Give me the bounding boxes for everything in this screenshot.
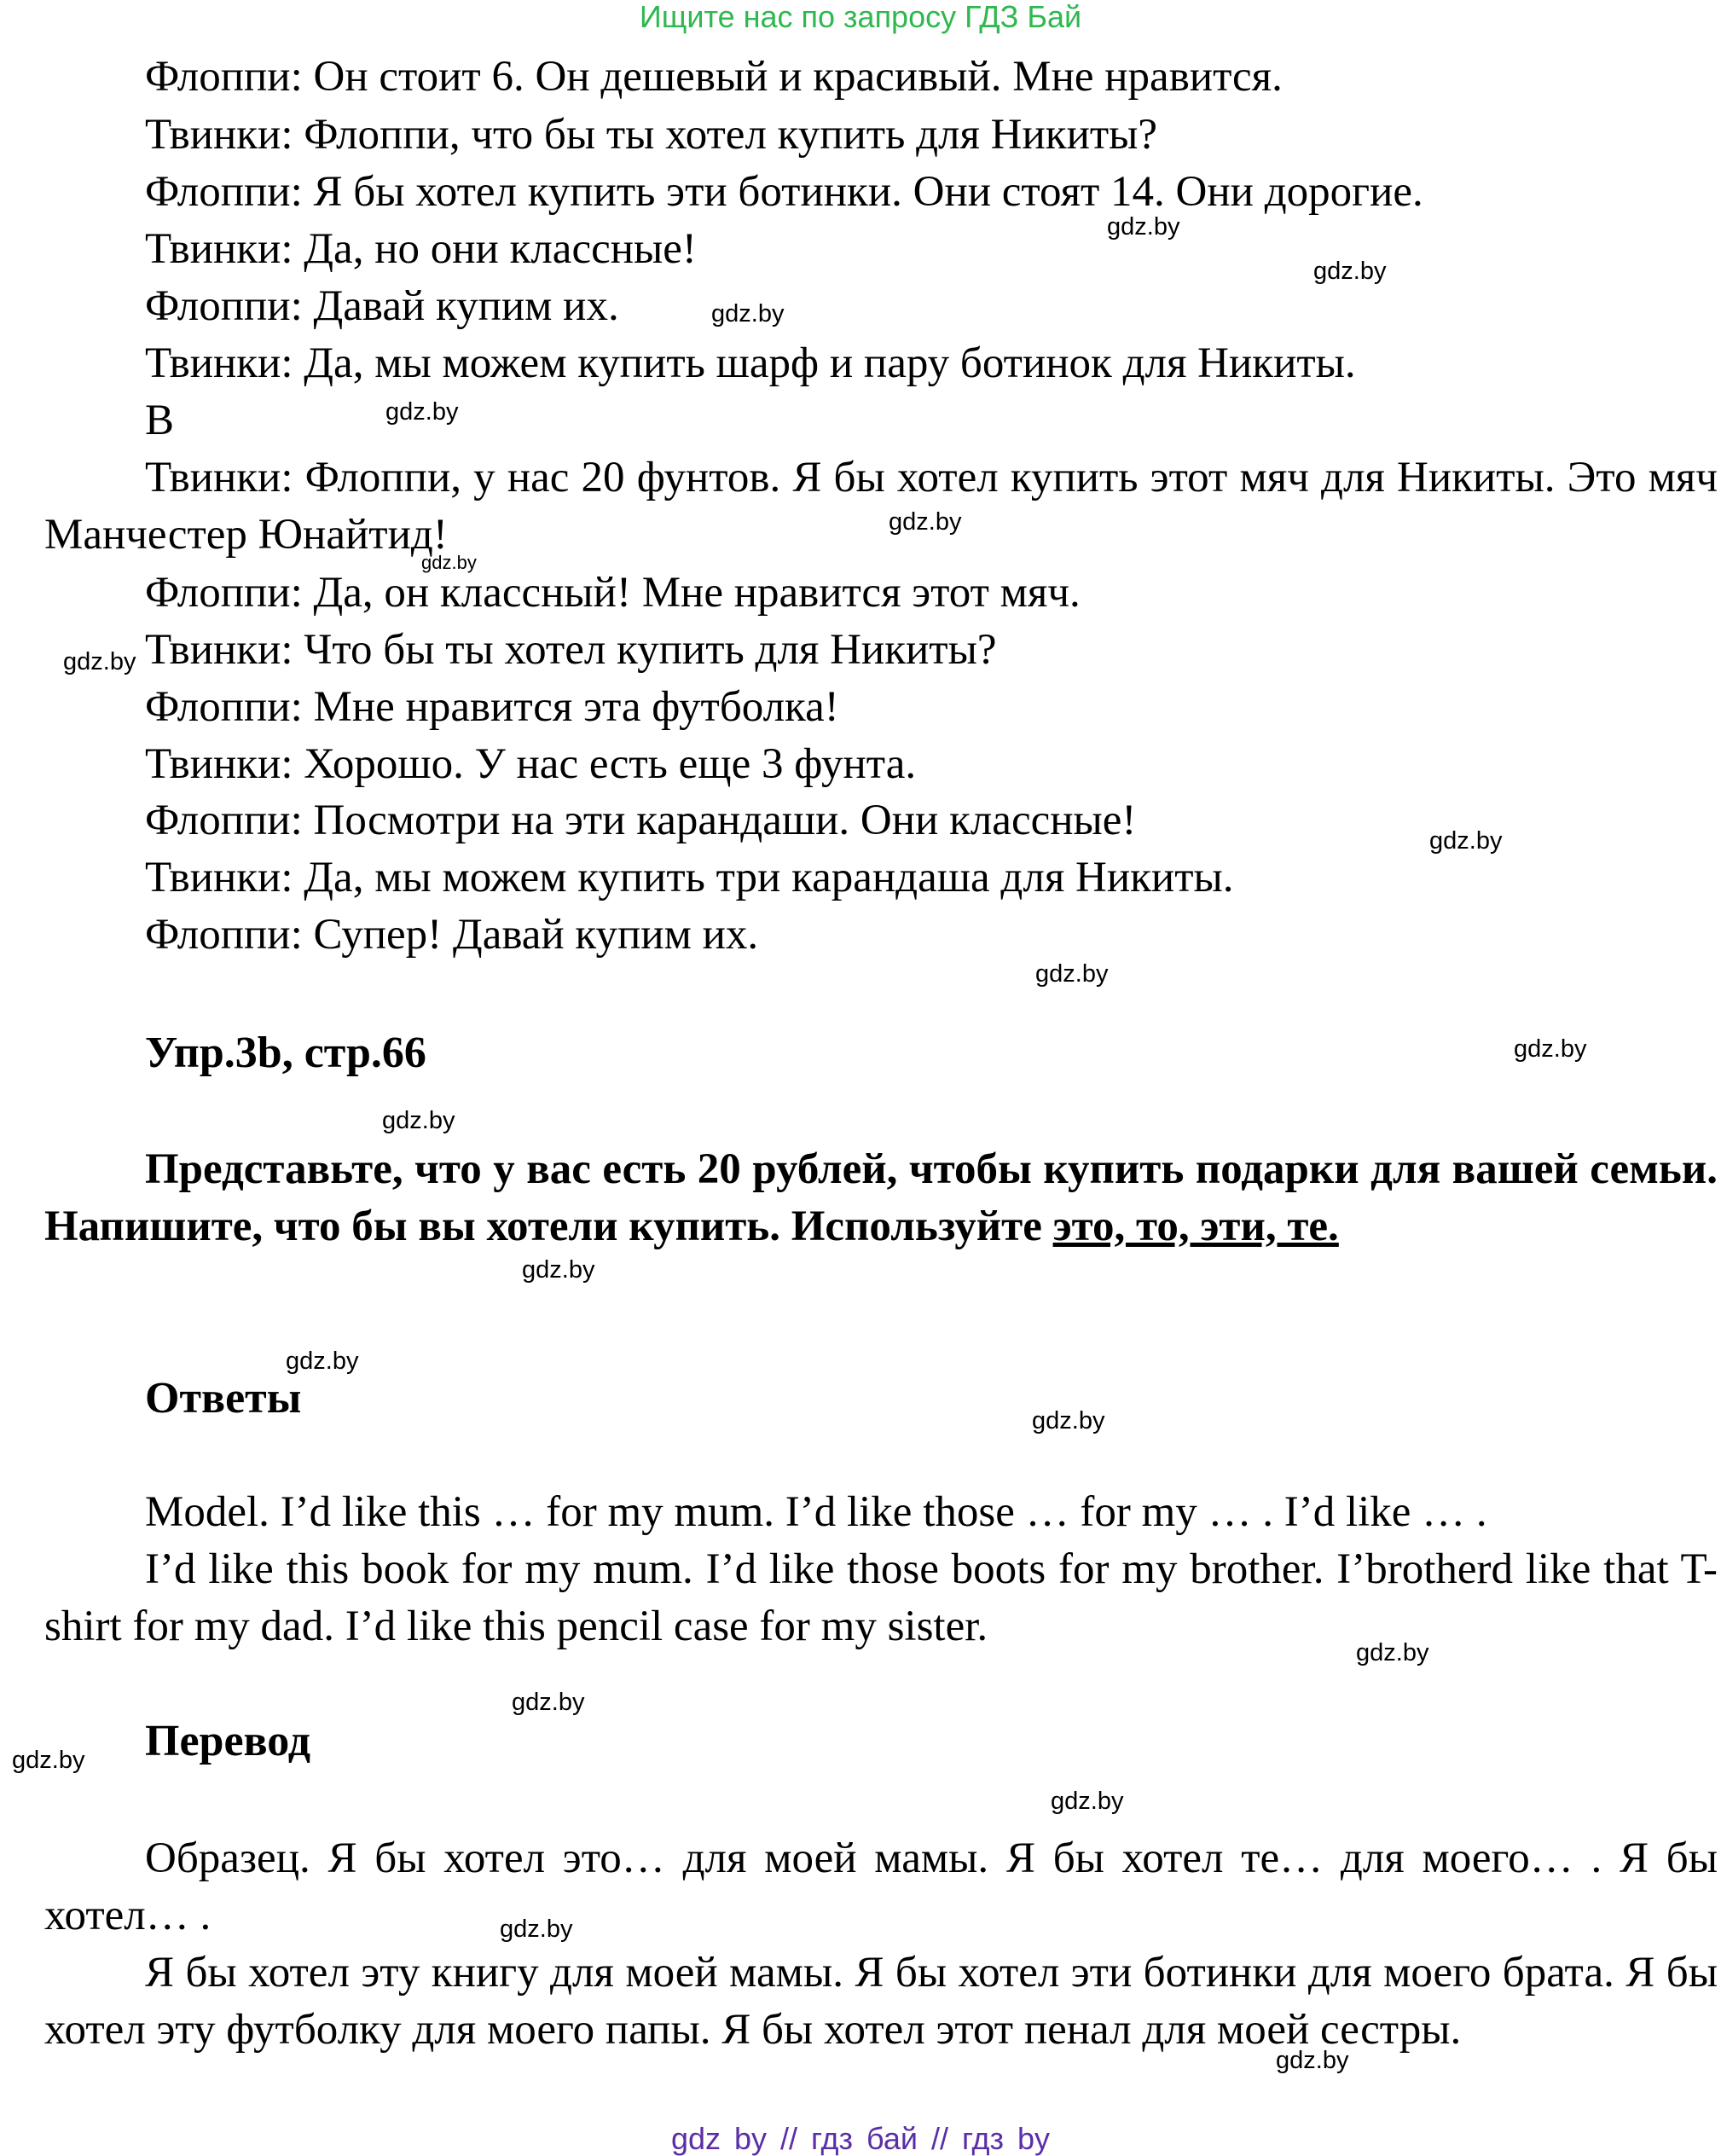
task-text: Представьте, что у вас есть 20 рублей, чтобы купить подарки для вашей семьи. Напишите, что бы вы хотели купить. Используйте bbox=[44, 1145, 1718, 1250]
dialogue-line: Флоппи: Да, он классный! Мне нравится этот мяч. bbox=[145, 569, 1081, 617]
watermark: gdz.by bbox=[1032, 1407, 1105, 1434]
dialogue-line: Флоппи: Давай купим их. bbox=[145, 282, 619, 330]
translation-heading: Перевод bbox=[145, 1717, 311, 1765]
translation-text: Я бы хотел эту книгу для моей мамы. Я бы хотел эти ботинки для моего брата. Я бы хотел эту футболку для моего папы. Я бы хотел этот пенал для моей сестры. bbox=[44, 1949, 1718, 2054]
watermark: gdz.by bbox=[889, 508, 962, 536]
exercise-title: Упр.3b, стр.66 bbox=[145, 1029, 426, 1077]
dialogue-line: Твинки: Да, мы можем купить три карандаша для Никиты. bbox=[145, 854, 1234, 901]
site-footer: gdz by // гдз бай // гдз by bbox=[670, 2121, 1051, 2156]
watermark: gdz.by bbox=[711, 300, 785, 327]
watermark: gdz.by bbox=[500, 1915, 573, 1943]
dialogue-line: Флоппи: Я бы хотел купить эти ботинки. Они стоят 14. Они дорогие. bbox=[145, 168, 1423, 216]
dialogue-line: Твинки: Да, но они классные! bbox=[145, 225, 697, 273]
watermark: gdz.by bbox=[522, 1256, 595, 1284]
answers-heading: Ответы bbox=[145, 1374, 302, 1423]
answers-model: Model. I’d like this … for my mum. I’d like those … for my … . I’d like … . bbox=[145, 1488, 1487, 1536]
watermark: gdz.by bbox=[1429, 827, 1503, 855]
watermark: gdz.by bbox=[1356, 1639, 1429, 1666]
watermark: gdz.by bbox=[382, 1107, 455, 1134]
watermark: gdz.by bbox=[1051, 1788, 1124, 1815]
dialogue-line: Флоппи: Он стоит 6. Он дешевый и красивый. Мне нравится. bbox=[145, 53, 1283, 101]
dialogue-line: Флоппи: Мне нравится эта футболка! bbox=[145, 683, 839, 731]
translation-model: Образец. Я бы хотел это… для моей мамы. Я бы хотел те… для моего… . Я бы хотел… . bbox=[44, 1834, 1718, 1939]
watermark: gdz.by bbox=[286, 1348, 359, 1375]
dialogue-line: Флоппи: Посмотри на эти карандаши. Они классные! bbox=[145, 797, 1137, 844]
dialogue-line: Твинки: Что бы ты хотел купить для Никиты? bbox=[145, 626, 997, 674]
answers-text: I’d like this book for my mum. I’d like those boots for my brother. I’brotherd like that T-shirt for my dad. I’d like this pencil case for my sister. bbox=[44, 1545, 1718, 1650]
watermark: gdz.by bbox=[1035, 960, 1109, 988]
site-banner: Ищите нас по запросу ГДЗ Бай bbox=[639, 0, 1082, 34]
watermark: gdz.by bbox=[1107, 213, 1180, 241]
watermark: gdz.by bbox=[1313, 258, 1387, 285]
watermark: gdz.by bbox=[1276, 2047, 1349, 2074]
dialogue-line: Твинки: Хорошо. У нас есть еще 3 фунта. bbox=[145, 740, 917, 788]
watermark: gdz.by bbox=[63, 648, 136, 675]
dialogue-paragraph: Твинки: Флоппи, у нас 20 фунтов. Я бы хотел купить этот мяч для Никиты. Это мяч Манчестер Юнайтид! bbox=[44, 454, 1718, 559]
watermark: gdz.by bbox=[1514, 1035, 1587, 1063]
watermark: gdz.by bbox=[12, 1747, 85, 1774]
dialogue-line: Твинки: Да, мы можем купить шарф и пару ботинок для Никиты. bbox=[145, 339, 1356, 387]
section-label: B bbox=[145, 397, 175, 444]
watermark: gdz.by bbox=[421, 552, 477, 573]
dialogue-line: Твинки: Флоппи, что бы ты хотел купить для Никиты? bbox=[145, 111, 1158, 159]
task-keywords: это, то, эти, те. bbox=[1052, 1203, 1339, 1250]
exercise-task bbox=[44, 1141, 1718, 1255]
watermark: gdz.by bbox=[512, 1689, 585, 1716]
watermark: gdz.by bbox=[385, 398, 459, 426]
dialogue-line: Флоппи: Супер! Давай купим их. bbox=[145, 911, 759, 959]
